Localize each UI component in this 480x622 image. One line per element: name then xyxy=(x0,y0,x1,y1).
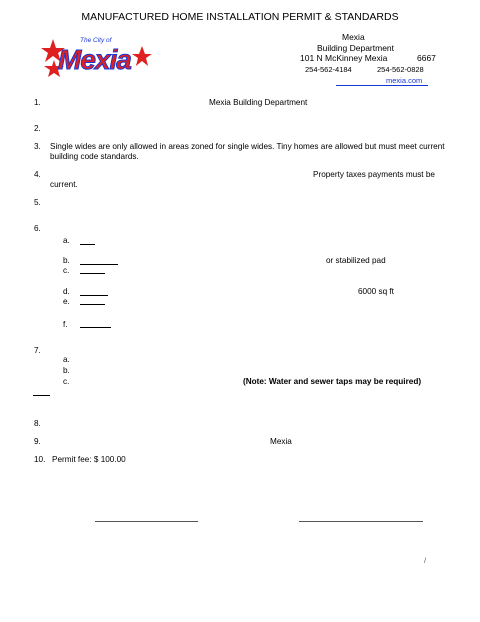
item-1-number: 1. xyxy=(34,98,41,107)
logo-small-text: The City of xyxy=(80,37,112,44)
address-street: 101 N McKinney Mexia xyxy=(300,53,388,63)
item-9-text: Mexia xyxy=(270,437,292,446)
address-city: Mexia xyxy=(342,32,365,42)
signature-line-right xyxy=(299,521,423,522)
website-link[interactable]: mexia.com xyxy=(386,76,423,85)
item-7a-letter: a. xyxy=(63,355,70,364)
logo-wordmark: Mexia xyxy=(58,44,131,75)
item-7b-letter: b. xyxy=(63,366,70,375)
address-department: Building Department xyxy=(317,43,395,53)
item-4-text-line1: Property taxes payments must be xyxy=(313,170,435,179)
item-6f-letter: f. xyxy=(63,320,68,329)
item-6d-blank xyxy=(80,295,108,296)
item-6a-letter: a. xyxy=(63,236,70,245)
permit-fee-text: Permit fee: $ 100.00 xyxy=(52,455,126,464)
item-6b-letter: b. xyxy=(63,256,70,265)
phone-number: 254-562-4184 xyxy=(305,65,352,74)
item-7-blank xyxy=(33,395,50,396)
item-6a-blank xyxy=(80,244,95,245)
item-1-text: Mexia Building Department xyxy=(209,98,308,107)
website-underline xyxy=(336,85,428,86)
item-8-number: 8. xyxy=(34,419,41,428)
item-6b-blank xyxy=(80,264,118,265)
page-title: MANUFACTURED HOME INSTALLATION PERMIT & STANDARDS xyxy=(81,11,399,23)
item-6e-letter: e. xyxy=(63,297,70,306)
item-6d-letter: d. xyxy=(63,287,70,296)
item-6e-blank xyxy=(80,304,105,305)
address-zip: 6667 xyxy=(417,53,436,63)
item-3-text-line2: building code standards. xyxy=(50,152,139,161)
item-6-number: 6. xyxy=(34,224,41,233)
item-3-number: 3. xyxy=(34,142,41,151)
item-7c-letter: c. xyxy=(63,377,70,386)
item-9-number: 9. xyxy=(34,437,41,446)
item-6c-letter: c. xyxy=(63,266,70,275)
item-6b-text: or stabilized pad xyxy=(326,256,386,265)
item-2-number: 2. xyxy=(34,124,41,133)
item-6f-blank xyxy=(80,327,111,328)
fax-number: 254-562-0828 xyxy=(377,65,424,74)
date-slash: / xyxy=(424,556,427,565)
item-4-text-line2: current. xyxy=(50,180,78,189)
item-7c-note: (Note: Water and sewer taps may be required) xyxy=(243,377,422,386)
item-7-number: 7. xyxy=(34,346,41,355)
item-5-number: 5. xyxy=(34,198,41,207)
city-of-mexia-logo xyxy=(38,36,156,80)
item-6d-text: 6000 sq ft xyxy=(358,287,394,296)
item-4-number: 4. xyxy=(34,170,41,179)
item-3-text-line1: Single wides are only allowed in areas zoned for single wides. Tiny homes are allowed but must meet current xyxy=(50,142,445,151)
item-10-number: 10. xyxy=(34,455,46,464)
item-6c-blank xyxy=(80,273,105,274)
signature-line-left xyxy=(95,521,198,522)
